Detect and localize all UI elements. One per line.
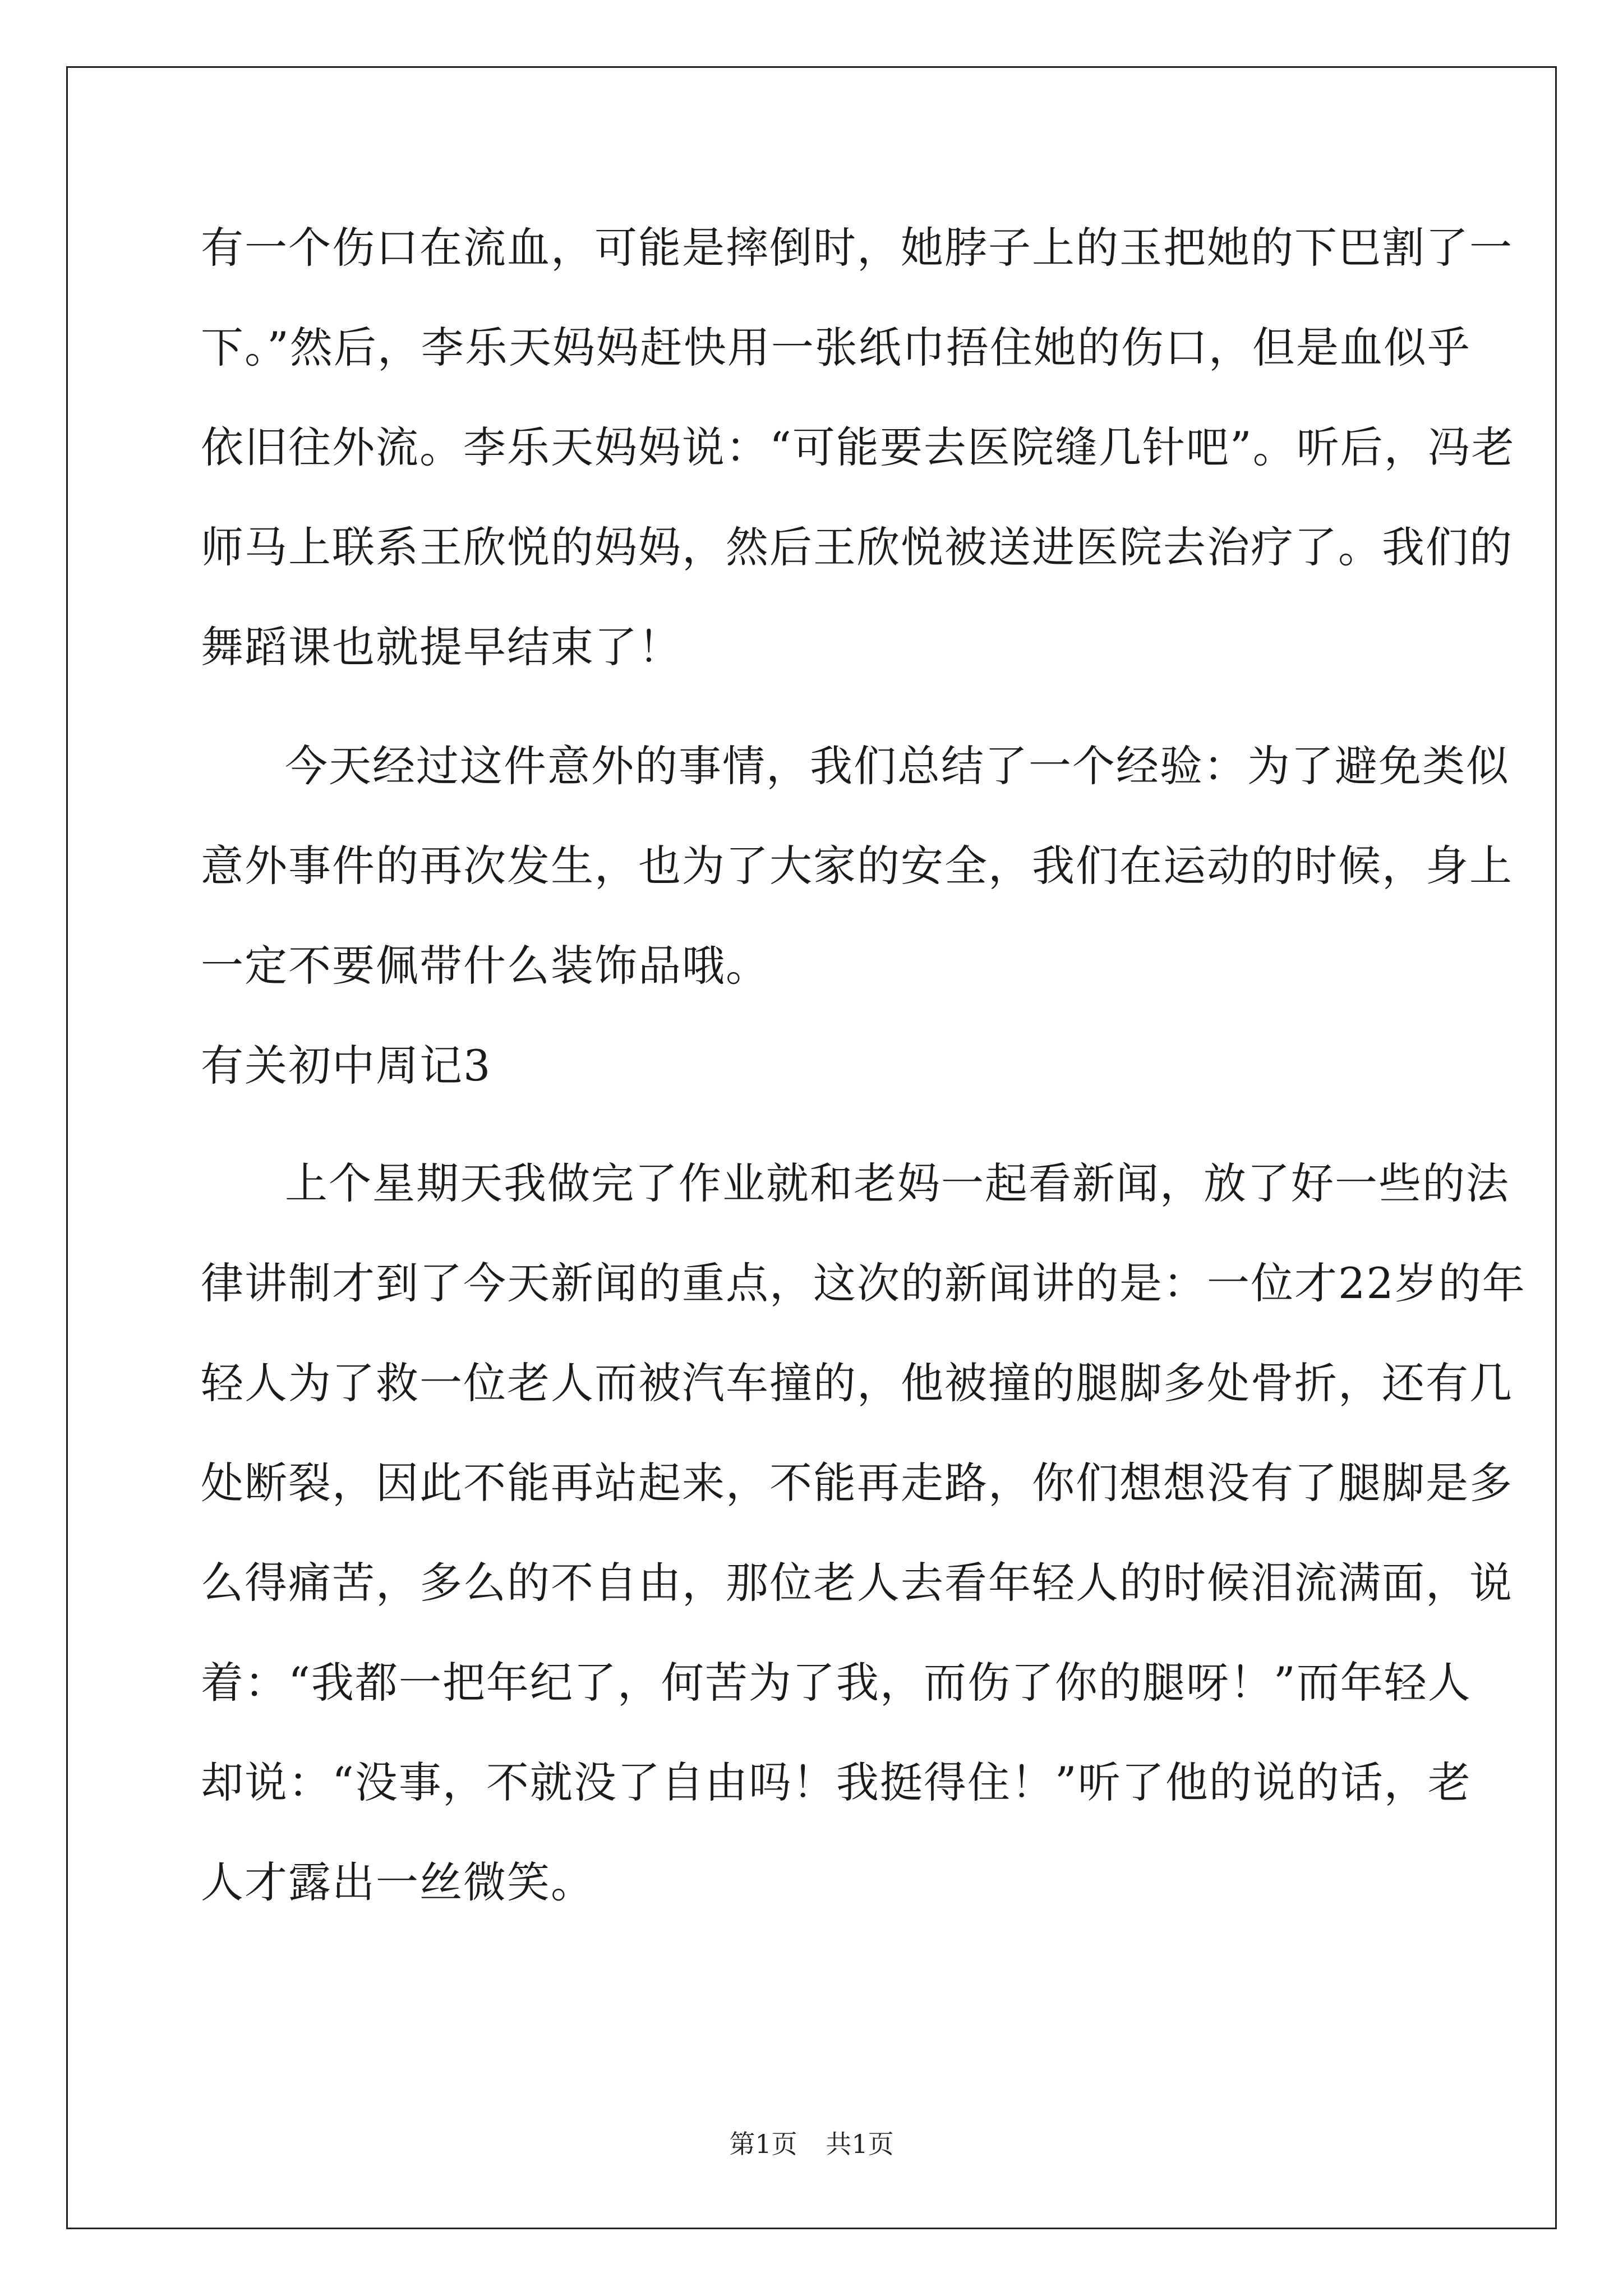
paragraph-1-line-2: 下。”然后，李乐天妈妈赶快用一张纸巾捂住她的伤口，但是血似乎 bbox=[201, 323, 1471, 372]
paragraph-2-line-2: 意外事件的再次发生，也为了大家的安全，我们在运动的时候，身上 bbox=[201, 841, 1513, 891]
paragraph-3-line-6: 着：“我都一把年纪了，何苦为了我，而伤了你的腿呀！”而年轻人 bbox=[201, 1658, 1472, 1708]
paragraph-2-line-3: 一定不要佩带什么装饰品哦。 bbox=[201, 941, 769, 991]
paragraph-3-line-5: 么得痛苦，多么的不自由，那位老人去看年轻人的时候泪流满面，说 bbox=[201, 1558, 1513, 1608]
paragraph-3-line-1: 上个星期天我做完了作业就和老妈一起看新闻，放了好一些的法 bbox=[285, 1158, 1510, 1208]
paragraph-1-line-3: 依旧往外流。李乐天妈妈说：“可能要去医院缝几针吧”。听后，冯老 bbox=[201, 422, 1515, 472]
paragraph-1-line-1: 有一个伤口在流血，可能是摔倒时，她脖子上的玉把她的下巴割了一 bbox=[201, 223, 1513, 273]
paragraph-1-line-5: 舞蹈课也就提早结束了！ bbox=[201, 622, 682, 672]
paragraph-3-line-2: 律讲制才到了今天新闻的重点，这次的新闻讲的是：一位才22岁的年 bbox=[201, 1258, 1526, 1308]
paragraph-2-line-1: 今天经过这件意外的事情，我们总结了一个经验：为了避免类似 bbox=[285, 741, 1510, 791]
paragraph-3-line-3: 轻人为了救一位老人而被汽车撞的，他被撞的腿脚多处骨折，还有几 bbox=[201, 1358, 1513, 1408]
paragraph-1-line-4: 师马上联系王欣悦的妈妈，然后王欣悦被送进医院去治疗了。我们的 bbox=[201, 522, 1513, 572]
paragraph-3-line-7: 却说：“没事，不就没了自由吗！我挺得住！”听了他的说的话，老 bbox=[201, 1757, 1472, 1807]
page-footer bbox=[0, 2127, 1623, 2161]
paragraph-3-line-4: 处断裂，因此不能再站起来，不能再走路，你们想想没有了腿脚是多 bbox=[201, 1458, 1513, 1508]
page-total: 共1页 bbox=[826, 2129, 894, 2159]
page-number: 第1页 bbox=[729, 2129, 797, 2159]
paragraph-3-line-8: 人才露出一丝微笑。 bbox=[201, 1857, 594, 1907]
section-heading: 有关初中周记3 bbox=[201, 1041, 492, 1091]
